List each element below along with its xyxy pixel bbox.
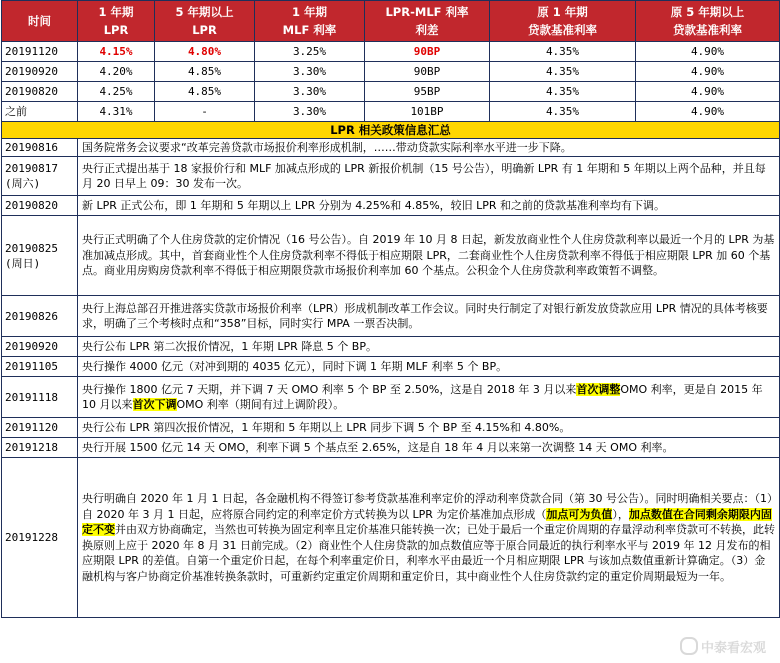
highlight-first-cut: 首次下调	[132, 398, 177, 411]
rate-date: 20190820	[2, 82, 78, 102]
rate-1y-mlf: 3.30%	[255, 82, 365, 102]
policy-row	[2, 196, 780, 216]
rate-5y-lpr: 4.85%	[155, 82, 255, 102]
policy-date: 20191118	[2, 377, 78, 418]
rate-5y-lpr: 4.85%	[155, 62, 255, 82]
rate-row	[2, 82, 780, 102]
policy-date: 20190820	[2, 196, 78, 216]
rate-old-1y: 4.35%	[490, 102, 636, 122]
policy-text: 央行正式明确了个人住房贷款的定价情况（16 号公告）。自 2019 年 10 月 8 日起，新发放商业性个人住房贷款利率以最近一个月的 LPR 为基准加减点形成。其中，首套商业性个人住房贷款利率不得低于相应期限 LPR，二套商业性个人住房贷款利率不得低于相应期限 LPR 加 60 个基点。商业用房购房贷款利率不得低于相应期限贷款市场报价利率加 60 个基点。公积金个人住房贷款利率政策暂不调整。	[78, 216, 780, 296]
rate-1y-lpr: 4.31%	[78, 102, 155, 122]
rate-row	[2, 42, 780, 62]
policy-section-title: LPR 相关政策信息汇总	[2, 122, 780, 139]
rate-date: 20191120	[2, 42, 78, 62]
rate-header-row	[2, 1, 780, 42]
policy-row	[2, 438, 780, 458]
rate-old-1y: 4.35%	[490, 42, 636, 62]
rate-old-1y: 4.35%	[490, 82, 636, 102]
policy-row	[2, 296, 780, 337]
rate-5y-lpr: -	[155, 102, 255, 122]
rate-old-1y: 4.35%	[490, 62, 636, 82]
watermark: 中泰看宏观	[680, 637, 766, 656]
policy-date: 20191228	[2, 458, 78, 618]
rate-1y-lpr: 4.15%	[78, 42, 155, 62]
rate-old-5y: 4.90%	[636, 42, 780, 62]
policy-row	[2, 216, 780, 296]
policy-date: 20190826	[2, 296, 78, 337]
policy-text: 国务院常务会议要求“改革完善贷款市场报价利率形成机制，……带动贷款实际利率水平进一步下降。	[78, 139, 780, 157]
rate-row	[2, 102, 780, 122]
header-old-5y-base: 原 5 年期以上 贷款基准利率	[636, 1, 780, 42]
highlight-fixed-spread: 加点数值在合同剩余期限内固定不变	[82, 507, 772, 536]
rate-date: 20190920	[2, 62, 78, 82]
rate-old-5y: 4.90%	[636, 62, 780, 82]
rate-spread: 95BP	[365, 82, 490, 102]
policy-date: 20190816	[2, 139, 78, 157]
highlight-first-adjust: 首次调整	[576, 382, 621, 396]
policy-row	[2, 458, 780, 618]
lpr-table	[1, 0, 780, 618]
header-old-1y-base: 原 1 年期 贷款基准利率	[490, 1, 636, 42]
rate-1y-mlf: 3.30%	[255, 62, 365, 82]
rate-1y-mlf: 3.30%	[255, 102, 365, 122]
header-1y-lpr: 1 年期 LPR	[78, 1, 155, 42]
rate-spread: 90BP	[365, 42, 490, 62]
highlight-negative-spread: 加点可为负值	[546, 507, 613, 521]
policy-section-header	[2, 122, 780, 139]
policy-text: 央行操作 1800 亿元 7 天期，并下调 7 天 OMO 利率 5 个 BP 至 2.50%，这是自 2018 年 3 月以来首次调整OMO 利率，更是自 2015 年 10 月以来首次下调OMO 利率（期间有过上调阶段）。	[78, 377, 780, 418]
policy-text: 央行公布 LPR 第四次报价情况，1 年期和 5 年期以上 LPR 同步下调 5 个 BP 至 4.15%和 4.80%。	[78, 418, 780, 438]
policy-text: 央行上海总部召开推进落实贷款市场报价利率（LPR）形成机制改革工作会议。同时央行制定了对银行新发放贷款应用 LPR 情况的具体考核要求，明确了三个考核时点和“358”目标，同时实行 MPA 一票否决制。	[78, 296, 780, 337]
wechat-icon	[680, 637, 698, 655]
rate-row	[2, 62, 780, 82]
policy-date: 20190920	[2, 337, 78, 357]
header-1y-mlf: 1 年期 MLF 利率	[255, 1, 365, 42]
policy-date: 20191120	[2, 418, 78, 438]
rate-1y-lpr: 4.20%	[78, 62, 155, 82]
policy-date: 20191218	[2, 438, 78, 458]
rate-spread: 101BP	[365, 102, 490, 122]
header-5y-lpr: 5 年期以上 LPR	[155, 1, 255, 42]
policy-date: 20190817 (周六)	[2, 157, 78, 196]
policy-text: 央行操作 4000 亿元（对冲到期的 4035 亿元），同时下调 1 年期 MLF 利率 5 个 BP。	[78, 357, 780, 377]
policy-row	[2, 157, 780, 196]
policy-row	[2, 337, 780, 357]
header-spread: LPR-MLF 利率 利差	[365, 1, 490, 42]
rate-5y-lpr: 4.80%	[155, 42, 255, 62]
rate-spread: 90BP	[365, 62, 490, 82]
rate-1y-lpr: 4.25%	[78, 82, 155, 102]
policy-row	[2, 418, 780, 438]
policy-text: 央行公布 LPR 第二次报价情况，1 年期 LPR 降息 5 个 BP。	[78, 337, 780, 357]
policy-row	[2, 377, 780, 418]
header-time: 时间	[2, 1, 78, 42]
policy-text: 新 LPR 正式公布，即 1 年期和 5 年期以上 LPR 分别为 4.25%和 4.85%，较旧 LPR 和之前的贷款基准利率均有下调。	[78, 196, 780, 216]
policy-row	[2, 139, 780, 157]
policy-text: 央行明确自 2020 年 1 月 1 日起，各金融机构不得签订参考贷款基准利率定价的浮动利率贷款合同（第 30 号公告）。同时明确相关要点：（1）自 2020 年 3 月 1 日起，应将原合同约定的利率定价方式转换为以 LPR 为定价基准加点形成（加点可为负值），加点数值在合同剩余期限内固定不变并由双方协商确定，当然也可转换为固定利率且定价基准只能转换一次；已处于最后一个重定价周期的存量浮动利率贷款可不转换，此转换原则上应于 2020 年 8 月 31 日前完成。（2）商业性个人住房贷款的加点数值应等于原合同最近的执行利率水平与 2019 年 12 月发布的相应期限 LPR 的差值。自第一个重定价日起，在每个利率重定价日，利率水平由最近一个月相应期限 LPR 与该加点数值重新计算确定。（3）金融机构与客户协商定价基准转换条款时，可重新约定重定价周期和重定价日，其中商业性个人住房贷款约定的重定价周期最短为一年。	[78, 458, 780, 618]
rate-1y-mlf: 3.25%	[255, 42, 365, 62]
rate-old-5y: 4.90%	[636, 82, 780, 102]
policy-text: 央行正式提出基于 18 家报价行和 MLF 加减点形成的 LPR 新报价机制（15 号公告），明确新 LPR 有 1 年期和 5 年期以上两个品种，并且每月 20 日早上 09：30 发布一次。	[78, 157, 780, 196]
policy-text: 央行开展 1500 亿元 14 天 OMO，利率下调 5 个基点至 2.65%，这是自 18 年 4 月以来第一次调整 14 天 OMO 利率。	[78, 438, 780, 458]
policy-date: 20191105	[2, 357, 78, 377]
rate-old-5y: 4.90%	[636, 102, 780, 122]
rate-date: 之前	[2, 102, 78, 122]
policy-date: 20190825 (周日)	[2, 216, 78, 296]
policy-row	[2, 357, 780, 377]
